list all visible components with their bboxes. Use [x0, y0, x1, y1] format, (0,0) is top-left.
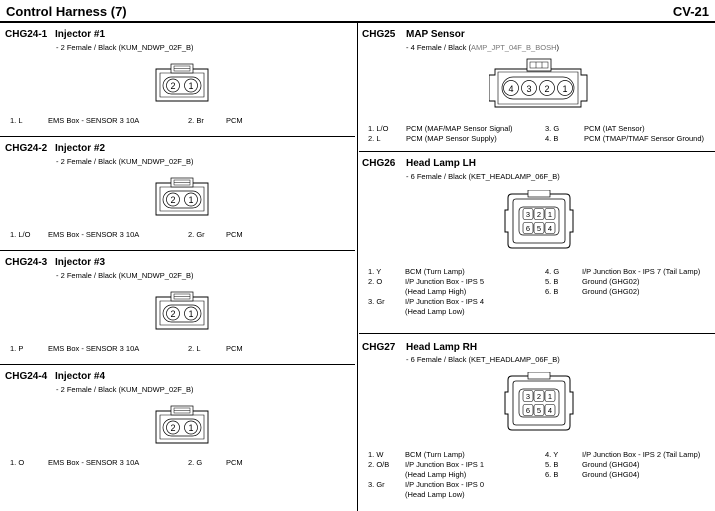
pin-number: 1. L: [10, 116, 23, 125]
connector-part: - 2 Female / Black (KUM_NDWP_02F_B): [56, 385, 194, 394]
pin-number: 3. G: [545, 124, 560, 133]
connector-code: CHG24-3: [5, 257, 48, 268]
connector-pin-label: 2: [536, 392, 542, 401]
pin-description: PCM (MAP Sensor Supply): [406, 134, 497, 143]
pin-description: PCM (TMAP/TMAF Sensor Ground): [584, 134, 705, 143]
pin-description: EMS Box - SENSOR 3 10A: [48, 344, 140, 353]
pin-number: 2. L: [368, 134, 381, 143]
pin-number: 2. O/B: [368, 460, 390, 469]
pin-number: 6. B: [545, 287, 559, 296]
connector-section-injector: [0, 251, 355, 365]
pin-row-continued: [405, 490, 465, 500]
pin-description: PCM: [226, 116, 243, 125]
connector-name: Injector #2: [55, 143, 106, 154]
pin-number: 1. L/O: [10, 230, 31, 239]
connector-pin-label: 4: [547, 406, 553, 415]
pin-row-continued: [405, 470, 466, 480]
pin-number: 3. Gr: [368, 480, 385, 489]
pin-number: 1. Y: [368, 267, 382, 276]
connector-pin-label: 4: [508, 84, 514, 94]
pin-number: 2. G: [188, 458, 203, 467]
connector-name: MAP Sensor: [406, 29, 465, 40]
part-suffix: ): [556, 43, 559, 52]
connector-pin-label: 3: [526, 84, 532, 94]
page-code: CV-21: [672, 4, 709, 19]
connector-pin-label: 2: [170, 81, 176, 91]
pin-description: I/P Junction Box - IPS 4: [405, 297, 485, 306]
connector-section-injector: [0, 365, 355, 511]
connector-section-chg27: [359, 334, 715, 511]
pin-number: 2. Br: [188, 116, 204, 125]
connector-code: CHG24-4: [5, 371, 48, 382]
pin-description: PCM: [226, 458, 243, 467]
pin-table: [368, 450, 715, 510]
pin-description: PCM (MAF/MAP Sensor Signal): [406, 124, 513, 133]
connector-pin-label: 1: [562, 84, 568, 94]
connector-pin-label: 5: [536, 224, 542, 233]
pin-number: 1. O: [10, 458, 25, 467]
pin-number: 1. P: [10, 344, 24, 353]
connector-part: [406, 43, 559, 52]
pin-description: Ground (GHG02): [582, 287, 640, 296]
connector-code: CHG24-1: [5, 29, 48, 40]
connector-code: CHG26: [362, 158, 396, 169]
page-header: [0, 0, 715, 23]
connector-pin-label: 2: [170, 309, 176, 319]
pin-description: I/P Junction Box - IPS 1: [405, 460, 485, 469]
connector-pin-label: 6: [525, 406, 531, 415]
connector-diagram-2pin: [152, 177, 212, 219]
pin-description: EMS Box - SENSOR 3 10A: [48, 230, 140, 239]
connector-code: CHG24-2: [5, 143, 48, 154]
pin-table: [368, 267, 715, 327]
pin-description-continued: (Head Lamp High): [405, 470, 467, 479]
pin-number: 2. L: [188, 344, 201, 353]
connector-pin-label: 1: [547, 210, 553, 219]
connector-code: CHG25: [362, 29, 396, 40]
pin-number: 2. O: [368, 277, 383, 286]
pin-number: 1. W: [368, 450, 384, 459]
connector-section-injector: [0, 137, 355, 251]
pin-description: BCM (Turn Lamp): [405, 450, 465, 459]
connector-name: Head Lamp RH: [406, 342, 478, 353]
connector-diagram-6pin: [504, 190, 574, 252]
pin-number: 5. B: [545, 277, 559, 286]
pin-description: Ground (GHG04): [582, 460, 640, 469]
connector-pin-label: 1: [188, 309, 194, 319]
pin-number: 2. Gr: [188, 230, 205, 239]
connector-pin-label: 3: [525, 210, 531, 219]
connector-section-injector: [0, 23, 355, 137]
pin-description: BCM (Turn Lamp): [405, 267, 465, 276]
pin-number: 3. Gr: [368, 297, 385, 306]
connector-part: - 6 Female / Black (KET_HEADLAMP_06F_B): [406, 172, 560, 181]
pin-description: I/P Junction Box - IPS 7 (Tail Lamp): [582, 267, 701, 276]
connector-part: - 2 Female / Black (KUM_NDWP_02F_B): [56, 43, 194, 52]
connector-pin-label: 1: [188, 195, 194, 205]
pin-row-continued: [405, 307, 465, 317]
connector-part: - 2 Female / Black (KUM_NDWP_02F_B): [56, 157, 194, 166]
connector-pin-label: 2: [170, 423, 176, 433]
pin-number: 4. B: [545, 134, 559, 143]
connector-diagram-2pin: [152, 291, 212, 333]
connector-pin-label: 1: [547, 392, 553, 401]
connector-name: Injector #4: [55, 371, 106, 382]
connector-pin-label: 5: [536, 406, 542, 415]
pin-description: Ground (GHG04): [582, 470, 640, 479]
connector-name: Injector #1: [55, 29, 106, 40]
pin-description: EMS Box - SENSOR 3 10A: [48, 116, 140, 125]
connector-name: Injector #3: [55, 257, 106, 268]
connector-pin-label: 1: [188, 81, 194, 91]
pin-description-continued: (Head Lamp Low): [405, 307, 465, 316]
connector-part: - 2 Female / Black (KUM_NDWP_02F_B): [56, 271, 194, 280]
part-prefix: - 4 Female / Black (: [406, 43, 472, 52]
pin-description: EMS Box - SENSOR 3 10A: [48, 458, 140, 467]
pin-number: 4. G: [545, 267, 560, 276]
connector-section-chg25: [359, 23, 715, 152]
pin-row-continued: [405, 287, 466, 297]
pin-description: I/P Junction Box - IPS 2 (Tail Lamp): [582, 450, 701, 459]
pin-number: 4. Y: [545, 450, 559, 459]
connector-pin-label: 4: [547, 224, 553, 233]
connector-diagram-2pin: [152, 405, 212, 447]
connector-diagram-4pin: [489, 57, 589, 115]
connector-diagram-2pin: [152, 63, 212, 105]
connector-part: - 6 Female / Black (KET_HEADLAMP_06F_B): [406, 355, 560, 364]
pin-description-continued: (Head Lamp High): [405, 287, 467, 296]
connector-pin-label: 2: [170, 195, 176, 205]
connector-pin-label: 3: [525, 392, 531, 401]
connector-code: CHG27: [362, 342, 396, 353]
pin-number: 1. L/O: [368, 124, 389, 133]
pin-number: 5. B: [545, 460, 559, 469]
connector-pin-label: 2: [536, 210, 542, 219]
pin-description: I/P Junction Box - IPS 0: [405, 480, 485, 489]
connector-pin-label: 1: [188, 423, 194, 433]
pin-description: PCM: [226, 344, 243, 353]
pin-description: PCM: [226, 230, 243, 239]
connector-pin-label: 6: [525, 224, 531, 233]
pin-description-continued: (Head Lamp Low): [405, 490, 465, 499]
pin-description: I/P Junction Box - IPS 5: [405, 277, 485, 286]
connector-diagram-6pin: [504, 372, 574, 434]
connector-name: Head Lamp LH: [406, 158, 477, 169]
connector-section-chg26: [359, 152, 715, 334]
page-title: Control Harness (7): [6, 4, 127, 19]
connector-pin-label: 2: [544, 84, 550, 94]
pin-description: PCM (IAT Sensor): [584, 124, 645, 133]
part-code: AMP_JPT_04F_B_BOSH: [471, 43, 557, 52]
pin-number: 6. B: [545, 470, 559, 479]
pin-description: Ground (GHG02): [582, 277, 640, 286]
column-divider: [357, 23, 358, 511]
